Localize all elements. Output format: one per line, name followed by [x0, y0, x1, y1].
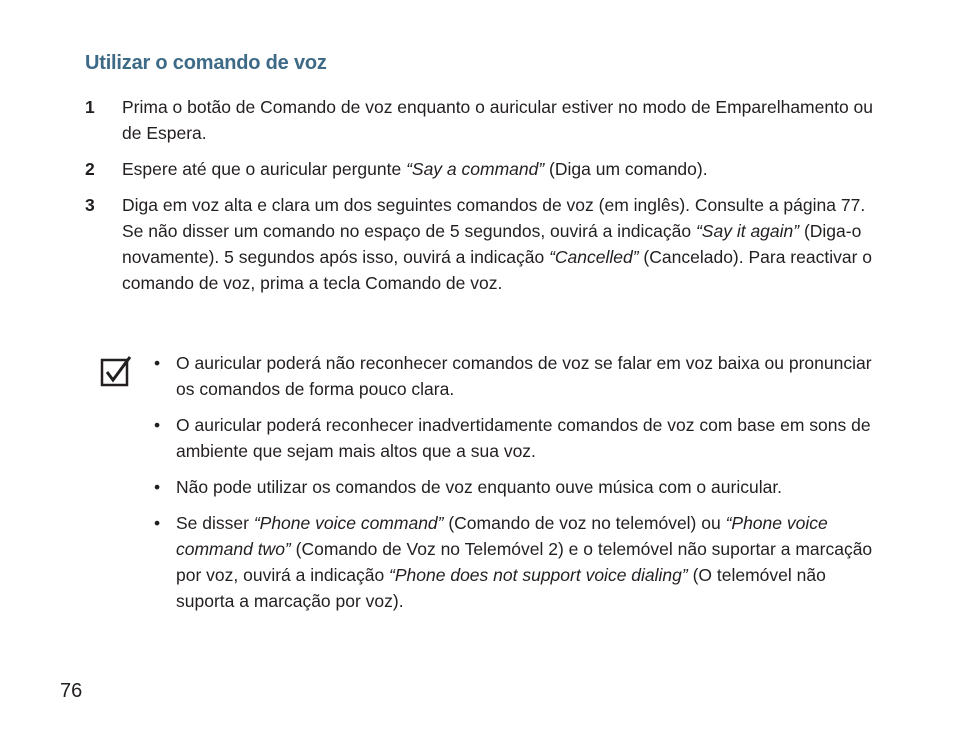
note-item — [154, 474, 884, 500]
step-text: Espere até que o auricular pergunte “Say a command” (Diga um comando). — [122, 159, 708, 179]
note-item — [154, 350, 884, 402]
bullet: • — [154, 353, 161, 373]
note-text: Não pode utilizar os comandos de voz enquanto ouve música com o auricular. — [176, 477, 783, 497]
note-text: O auricular poderá reconhecer inadvertidamente comandos de voz com base em sons de ambiente que sejam mais altos que a sua voz. — [176, 415, 871, 461]
checkbox-check-icon — [100, 355, 132, 387]
step-item — [85, 192, 885, 296]
step-number: 2 — [85, 159, 95, 179]
note-text: Se disser “Phone voice command” (Comando de voz no telemóvel) ou “Phone voice command two” (Comando de Voz no Telemóvel 2) e o telemóvel não suportar a marcação por voz, ouvirá a indicação “Phone does not support voice dialing” (O telemóvel não suporta a marcação por voz). — [176, 513, 873, 611]
step-item — [85, 156, 885, 182]
step-text: Prima o botão de Comando de voz enquanto o auricular estiver no modo de Emparelhamento ou de Espera. — [122, 97, 874, 143]
steps-list — [85, 94, 885, 306]
bullet: • — [154, 477, 161, 497]
note-item — [154, 510, 884, 614]
step-number: 3 — [85, 195, 95, 215]
step-item — [85, 94, 885, 146]
notes-list — [154, 350, 884, 624]
bullet: • — [154, 513, 161, 533]
section-title: Utilizar o comando de voz — [85, 52, 327, 74]
note-text: O auricular poderá não reconhecer comandos de voz se falar em voz baixa ou pronunciar os comandos de forma pouco clara. — [176, 353, 872, 399]
step-subtext: Se não disser um comando no espaço de 5 segundos, ouvirá a indicação “Say it again” (Diga-o novamente). 5 segundos após isso, ouvirá a indicação “Cancelled” (Cancelado). Para reactivar o comando de voz, prima a tecla Comando de voz. — [122, 221, 873, 293]
bullet: • — [154, 415, 161, 435]
note-item — [154, 412, 884, 464]
step-text: Diga em voz alta e clara um dos seguintes comandos de voz (em inglês). Consulte a página 77. — [122, 195, 866, 215]
step-number: 1 — [85, 97, 95, 117]
page-number: 76 — [60, 680, 83, 702]
